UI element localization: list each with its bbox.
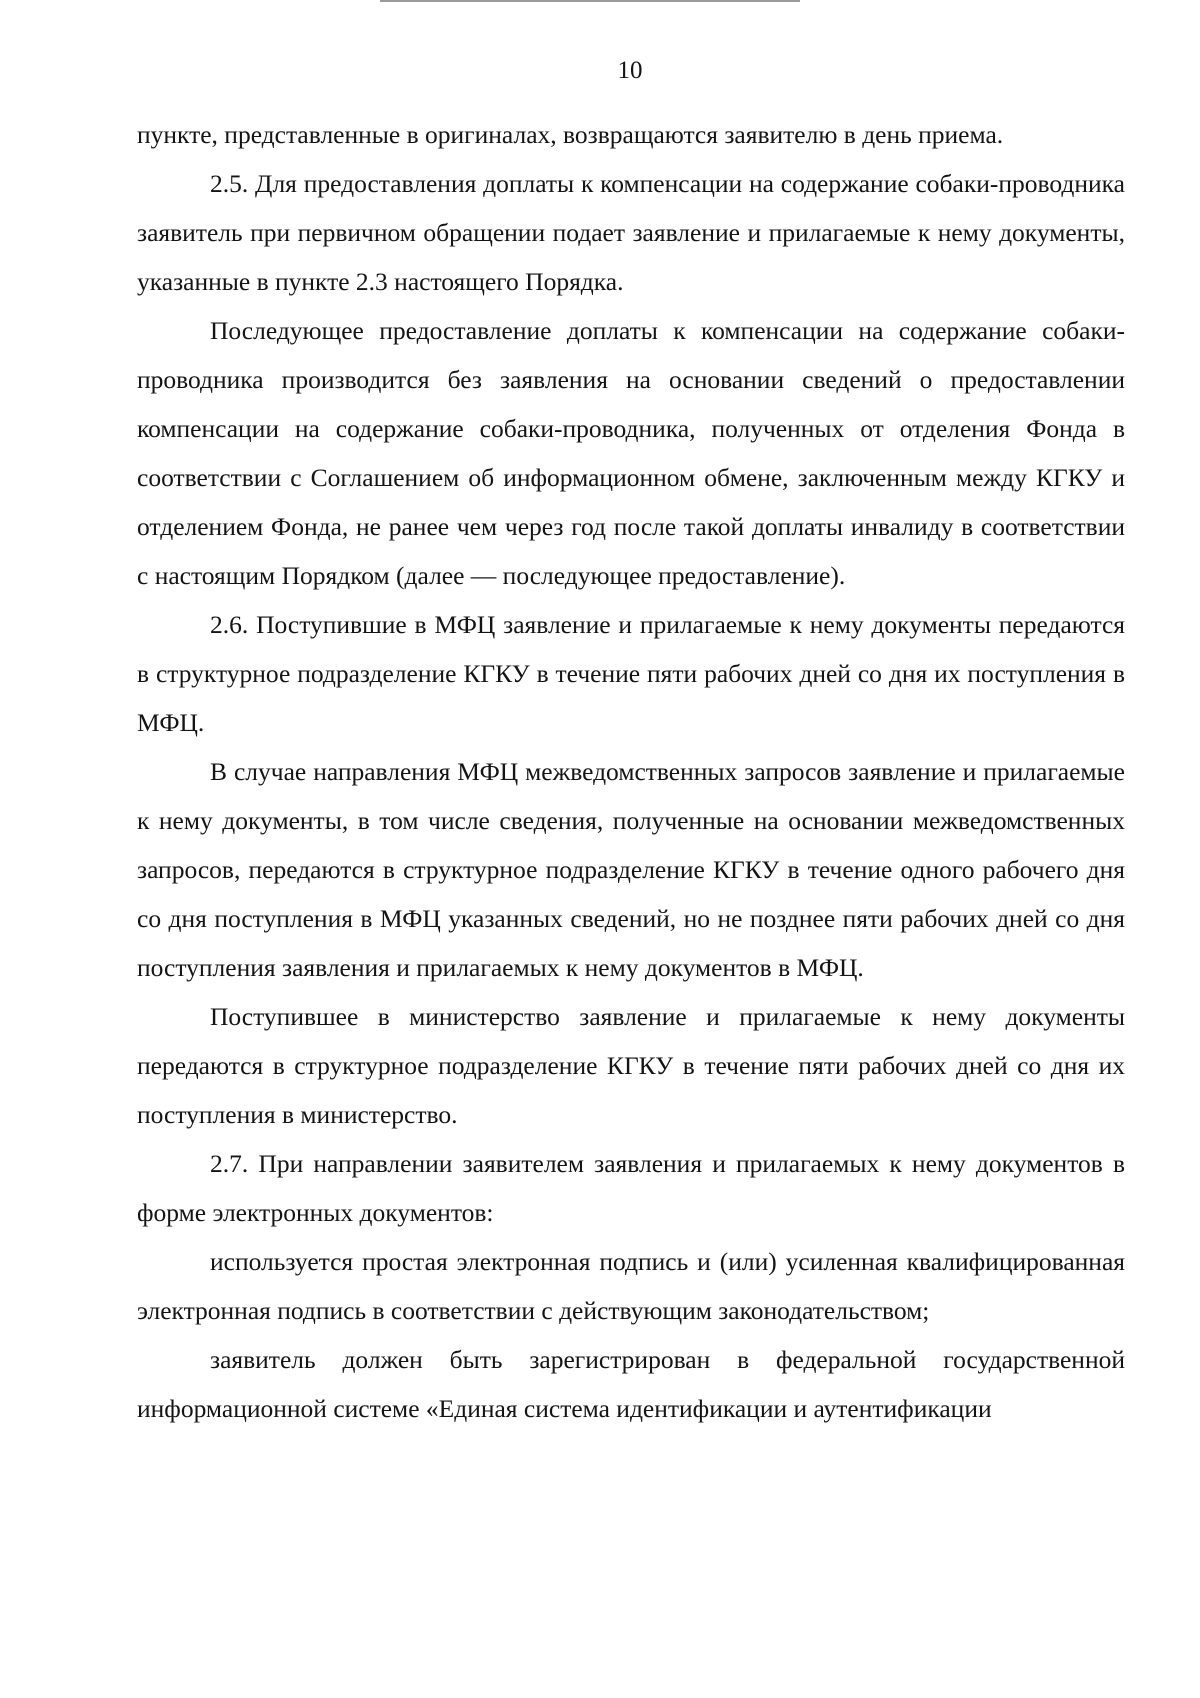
paragraph-subsequent-provision: Последующее предоставление доплаты к компенсации на содержание собаки-проводника производится без заявления на основании сведений о предоставлении компенсации на содержание собаки-проводника, полученных от отделения Фонда в соответствии с Соглашением об информационном обмене, заключенным между КГКУ и отделением Фонда, не ранее чем через год после такой доплаты инвалиду в соответствии с настоящим Порядком (далее — последующее предоставление).: [137, 316, 1125, 590]
paragraph-2-5: 2.5. Для предоставления доплаты к компенсации на содержание собаки-проводника заявитель при первичном обращении подает заявление и прилагаемые к нему документы, указанные в пункте 2.3 настоящего Порядка.: [137, 169, 1125, 296]
paragraph-esia-registration: заявитель должен быть зарегистрирован в федеральной государственной информационной системе «Единая система идентификации и аутентификации: [137, 1345, 1125, 1423]
paragraph-2-7: 2.7. При направлении заявителем заявления и прилагаемых к нему документов в форме электронных документов:: [137, 1149, 1125, 1227]
scan-edge-line: [380, 0, 800, 2]
paragraph-interagency-requests: В случае направления МФЦ межведомственных запросов заявление и прилагаемые к нему документы, в том числе сведения, полученные на основании межведомственных запросов, передаются в структурное подразделение КГКУ в течение одного рабочего дня со дня поступления в МФЦ указанных сведений, но не позднее пяти рабочих дней со дня поступления заявления и прилагаемых к нему документов в МФЦ.: [137, 757, 1125, 982]
paragraph-continuation: пункте, представленные в оригиналах, возвращаются заявителю в день приема.: [137, 120, 1004, 149]
document-body: [137, 110, 1125, 1433]
paragraph-ministry-submission: Поступившее в министерство заявление и прилагаемые к нему документы передаются в структурное подразделение КГКУ в течение пяти рабочих дней со дня их поступления в министерство.: [137, 1002, 1125, 1129]
paragraph-electronic-signature: используется простая электронная подпись и (или) усиленная квалифицированная электронная подпись в соответствии с действующим законодательством;: [137, 1247, 1125, 1325]
page-number: 10: [617, 57, 643, 84]
paragraph-2-6: 2.6. Поступившие в МФЦ заявление и прилагаемые к нему документы передаются в структурное подразделение КГКУ в течение пяти рабочих дней со дня их поступления в МФЦ.: [137, 610, 1125, 737]
